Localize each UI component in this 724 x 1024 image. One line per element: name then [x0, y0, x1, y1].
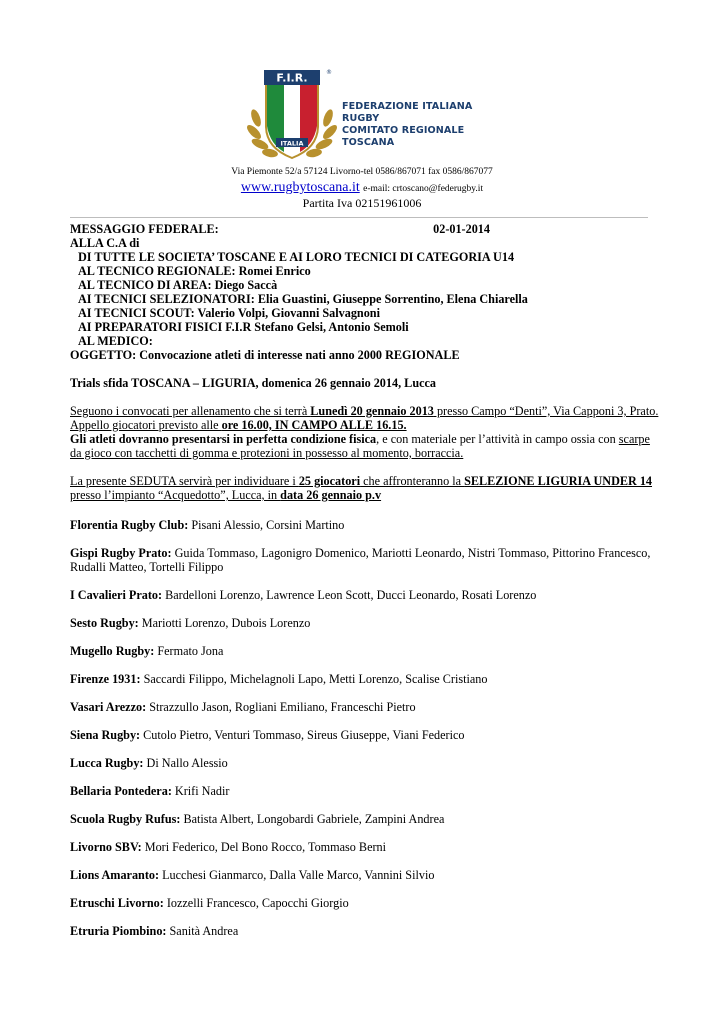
club-players: Bardelloni Lorenzo, Lawrence Leon Scott, Ducci Leonardo, Rosati Lorenzo: [162, 588, 537, 602]
p2-players-count: 25 giocatori: [298, 474, 361, 488]
header-divider: [70, 217, 648, 218]
club-entry: [70, 840, 660, 854]
club-name: Bellaria Pontedera:: [70, 784, 172, 798]
partita-iva: Partita Iva 02151961006: [302, 196, 422, 210]
recipient-line: AL TECNICO REGIONALE: Romei Enrico: [78, 264, 311, 278]
club-players: Mori Federico, Del Bono Rocco, Tommaso Berni: [141, 840, 387, 854]
club-players: Guida Tommaso, Lagonigro Domenico, Mariotti Leonardo, Nistri Tommaso, Pittorino Francesco, Rudalli Matteo, Tortelli Filippo: [70, 546, 651, 574]
club-players: Pisani Alessio, Corsini Martino: [188, 518, 345, 532]
p2-venue: presso l’impianto “Acquedotto”, Lucca, in: [70, 488, 281, 502]
club-entry: [70, 784, 660, 798]
organisation-name: [342, 101, 486, 149]
website-link[interactable]: www.rugbytoscana.it: [240, 180, 360, 195]
club-players: Strazzullo Jason, Rogliani Emiliano, Franceschi Pietro: [146, 700, 416, 714]
club-entry: [70, 896, 660, 910]
p1-text-a: Seguono i convocati per allenamento che si terrà: [70, 404, 311, 418]
org-line-1: FEDERAZIONE ITALIANA RUGBY: [342, 101, 473, 124]
club-name: Etruria Piombino:: [70, 924, 167, 938]
p1-time: ore 16.00, IN CAMPO ALLE 16.15.: [221, 418, 407, 432]
club-entry: [70, 700, 660, 714]
club-name: Livorno SBV:: [70, 840, 142, 854]
p1-equipment: scarpe da gioco con tacchetti di gomma e protezioni in possesso al momento, borraccia.: [70, 432, 650, 460]
club-players: Sanità Andrea: [166, 924, 239, 938]
web-line: [0, 179, 724, 196]
club-players: Saccardi Filippo, Michelagnoli Lapo, Metti Lorenzo, Scalise Cristiano: [140, 672, 488, 686]
recipient-line: AL TECNICO DI AREA: Diego Saccà: [78, 278, 278, 292]
club-entry: [70, 616, 660, 630]
club-entry: [70, 672, 660, 686]
club-name: Lions Amaranto:: [70, 868, 160, 882]
club-name: Sesto Rugby:: [70, 616, 139, 630]
p1-text-c: presso Campo “Denti”, Via Capponi 3, Prato. Appello giocatori previsto alle: [70, 404, 659, 432]
club-entry: [70, 588, 660, 602]
svg-text:®: ®: [326, 69, 332, 76]
p2-opponent: SELEZIONE LIGURIA UNDER 14: [464, 474, 653, 488]
message-date: 02-01-2014: [433, 222, 490, 236]
club-name: Scuola Rugby Rufus:: [70, 812, 181, 826]
p1-condition: Gli atleti dovranno presentarsi in perfetta condizione fisica: [70, 432, 377, 446]
p2-text-c: che affronteranno la: [360, 474, 465, 488]
club-entry: [70, 546, 660, 574]
club-entry: [70, 728, 660, 742]
club-players: Iozzelli Francesco, Capocchi Giorgio: [163, 896, 349, 910]
message-label: MESSAGGIO FEDERALE:: [70, 222, 219, 236]
org-line-2: COMITATO REGIONALE TOSCANA: [342, 125, 465, 148]
club-players: Di Nallo Alessio: [143, 756, 228, 770]
club-name: Vasari Arezzo:: [70, 700, 147, 714]
fir-logo-icon: [246, 66, 338, 166]
trials-line: Trials sfida TOSCANA – LIGURIA, domenica 26 gennaio 2014, Lucca: [70, 376, 437, 390]
letterhead: [246, 66, 486, 166]
addressee-block: [70, 222, 660, 362]
club-name: Gispi Rugby Prato:: [70, 546, 172, 560]
message-header-row: [70, 222, 490, 236]
p1-text-f: , e con materiale per l’attività in campo ossia con: [376, 432, 619, 446]
club-entry: [70, 868, 660, 882]
club-entry: [70, 756, 660, 770]
address-line: Via Piemonte 52/a 57124 Livorno-tel 0586/867071 fax 0586/867077: [231, 167, 493, 177]
club-name: Firenze 1931:: [70, 672, 141, 686]
club-entry: [70, 924, 660, 938]
svg-text:F.I.R.: F.I.R.: [276, 71, 308, 85]
club-entry: [70, 812, 660, 826]
svg-text:ITALIA: ITALIA: [280, 139, 304, 148]
club-players: Krifi Nadir: [171, 784, 230, 798]
club-name: Mugello Rugby:: [70, 644, 155, 658]
club-entry: [70, 644, 660, 658]
club-name: Etruschi Livorno:: [70, 896, 164, 910]
club-players: Mariotti Lorenzo, Dubois Lorenzo: [138, 616, 311, 630]
selection-paragraph: [70, 474, 660, 502]
recipient-line: AL MEDICO:: [78, 334, 153, 348]
club-name: Lucca Rugby:: [70, 756, 144, 770]
p1-training-date: Lunedì 20 gennaio 2013: [310, 404, 434, 418]
club-players: Lucchesi Gianmarco, Dalla Valle Marco, Vannini Silvio: [159, 868, 435, 882]
club-players: Batista Albert, Longobardi Gabriele, Zampini Andrea: [180, 812, 445, 826]
club-name: Florentia Rugby Club:: [70, 518, 189, 532]
training-paragraph: [70, 404, 660, 460]
club-name: I Cavalieri Prato:: [70, 588, 163, 602]
club-players: Fermato Jona: [154, 644, 224, 658]
p2-text-a: La presente SEDUTA servirà per individuare i: [70, 474, 299, 488]
recipient-line: DI TUTTE LE SOCIETA’ TOSCANE E AI LORO TECNICI DI CATEGORIA U14: [78, 250, 515, 264]
recipient-line: AI TECNICI SCOUT: Valerio Volpi, Giovanni Salvagnoni: [78, 306, 380, 320]
recipient-line: AI TECNICI SELEZIONATORI: Elia Guastini, Giuseppe Sorrentino, Elena Chiarella: [78, 292, 528, 306]
p2-match-date: data 26 gennaio p.v: [280, 488, 382, 502]
alla-line: ALLA C.A di: [70, 236, 140, 250]
club-entry: [70, 518, 660, 532]
club-name: Siena Rugby:: [70, 728, 141, 742]
recipient-line: AI PREPARATORI FISICI F.I.R Stefano Gelsi, Antonio Semoli: [78, 320, 409, 334]
subject-line: OGGETTO: Convocazione atleti di interesse nati anno 2000 REGIONALE: [70, 348, 460, 362]
email-text: e-mail: crtoscano@federugby.it: [363, 184, 484, 194]
club-players: Cutolo Pietro, Venturi Tommaso, Sireus Giuseppe, Viani Federico: [140, 728, 465, 742]
